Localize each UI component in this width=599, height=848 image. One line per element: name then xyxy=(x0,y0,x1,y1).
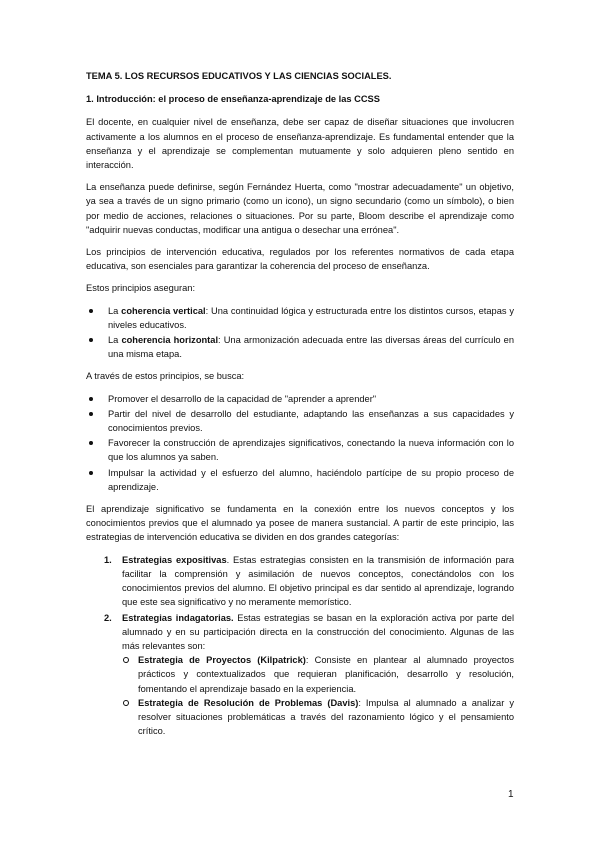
item-term: coherencia horizontal xyxy=(121,335,219,346)
item-prefix: La xyxy=(108,335,122,346)
item-text: : Consiste en plantear al alumnado proyectos prácticos y contextualizados que requieran planificación, desarrollo y resolución, fomentando el aprendizaje basado en la experiencia. xyxy=(138,655,514,694)
goals-list xyxy=(86,392,514,494)
list-item-coherence-vertical xyxy=(86,304,514,332)
sub-strategies-list xyxy=(122,653,514,738)
item-number: 2. xyxy=(104,612,112,623)
item-text: : Una continuidad lógica y estructurada entre los distintos cursos, etapas y niveles educativos. xyxy=(108,305,514,330)
list-item-strategy-inquiry xyxy=(86,611,514,739)
list-item-goal: Partir del nivel de desarrollo del estudiante, adaptando las enseñanzas a sus capacidades y conocimientos previos. xyxy=(86,407,514,435)
item-text: : Impulsa al alumnado a analizar y resolver situaciones problemáticas a través del razonamiento lógico y el pensamiento crítico. xyxy=(138,697,514,737)
item-text: : Una armonización adecuada entre las diversas áreas del currículo en una misma etapa. xyxy=(108,335,514,360)
list-item-goal: Impulsar la actividad y el esfuerzo del alumno, haciéndolo partícipe de su propio proceso de aprendizaje. xyxy=(86,466,514,494)
sub-item-projects xyxy=(122,653,514,696)
page-number: 1 xyxy=(508,789,514,800)
paragraph-intro: El docente, en cualquier nivel de enseñanza, debe ser capaz de diseñar situaciones que involucren activamente a los alumnos en el proceso de enseñanza-aprendizaje. Es fundamental entender que la enseñanza y el aprendizaje se complementan mutuamente y solo adquieren pleno sentido en interacción. xyxy=(86,117,514,171)
sub-item-problem-solving xyxy=(122,696,514,739)
paragraph-meaningful-learning: El aprendizaje significativo se fundamenta en la conexión entre los nuevos conceptos y los conocimientos previos que el alumnado ya posee de manera sustancial. A partir de este principio, las estrategias de intervención educativa se dividen en dos grandes categorías: xyxy=(86,504,514,543)
list-item-strategy-expositive xyxy=(86,553,514,610)
item-term: Estrategia de Resolución de Problemas (Davis) xyxy=(138,697,359,708)
page-content xyxy=(86,68,514,739)
item-number: 1. xyxy=(104,554,112,565)
document-title: TEMA 5. LOS RECURSOS EDUCATIVOS Y LAS CIENCIAS SOCIALES. xyxy=(86,71,392,81)
item-prefix: La xyxy=(108,305,122,316)
list-item-goal: Promover el desarrollo de la capacidad de "aprender a aprender" xyxy=(86,392,514,406)
item-term: Estrategia de Proyectos (Kilpatrick) xyxy=(138,655,306,666)
section-heading: 1. Introducción: el proceso de enseñanza-aprendizaje de las CCSS xyxy=(86,94,380,105)
paragraph-definitions: La enseñanza puede definirse, según Fernández Huerta, como "mostrar adecuadamente" un objetivo, ya sea a través de un signo primario (como un icono), un signo secundario (como un símbolo), o bien por medio de acciones, relaciones o situaciones. Por su parte, Bloom describe el aprendizaje como "adquirir nuevas conductas, modificar una antigua o desechar una errónea". xyxy=(86,182,514,235)
strategies-list xyxy=(86,553,514,739)
paragraph-principles: Los principios de intervención educativa, regulados por los referentes normativos de cada etapa educativa, son esenciales para garantizar la coherencia del proceso de enseñanza. xyxy=(86,247,514,272)
item-text: . Estas estrategias consisten en la transmisión de información para facilitar la comprensión y asimilación de nuevos conceptos, conectándolos con los conocimientos previos del alumno. El objetivo principal es dar sentido al aprendizaje, logrando que este sea significativo y no meramente memorístico. xyxy=(122,554,514,608)
coherence-list xyxy=(86,304,514,362)
item-term: Estrategias indagatorias. xyxy=(122,612,234,623)
paragraph-principles-lead: Estos principios aseguran: xyxy=(86,283,196,294)
list-item-coherence-horizontal xyxy=(86,333,514,361)
item-text: Estas estrategias se basan en la exploración activa por parte del alumnado y en su participación directa en la construcción del conocimiento. Algunas de las más relevantes son: xyxy=(122,612,515,651)
item-term: Estrategias expositivas xyxy=(122,554,227,565)
item-term: coherencia vertical xyxy=(121,305,206,316)
paragraph-goals-lead: A través de estos principios, se busca: xyxy=(86,371,245,382)
list-item-goal: Favorecer la construcción de aprendizajes significativos, conectando la nueva información con lo que los alumnos ya saben. xyxy=(86,436,514,464)
